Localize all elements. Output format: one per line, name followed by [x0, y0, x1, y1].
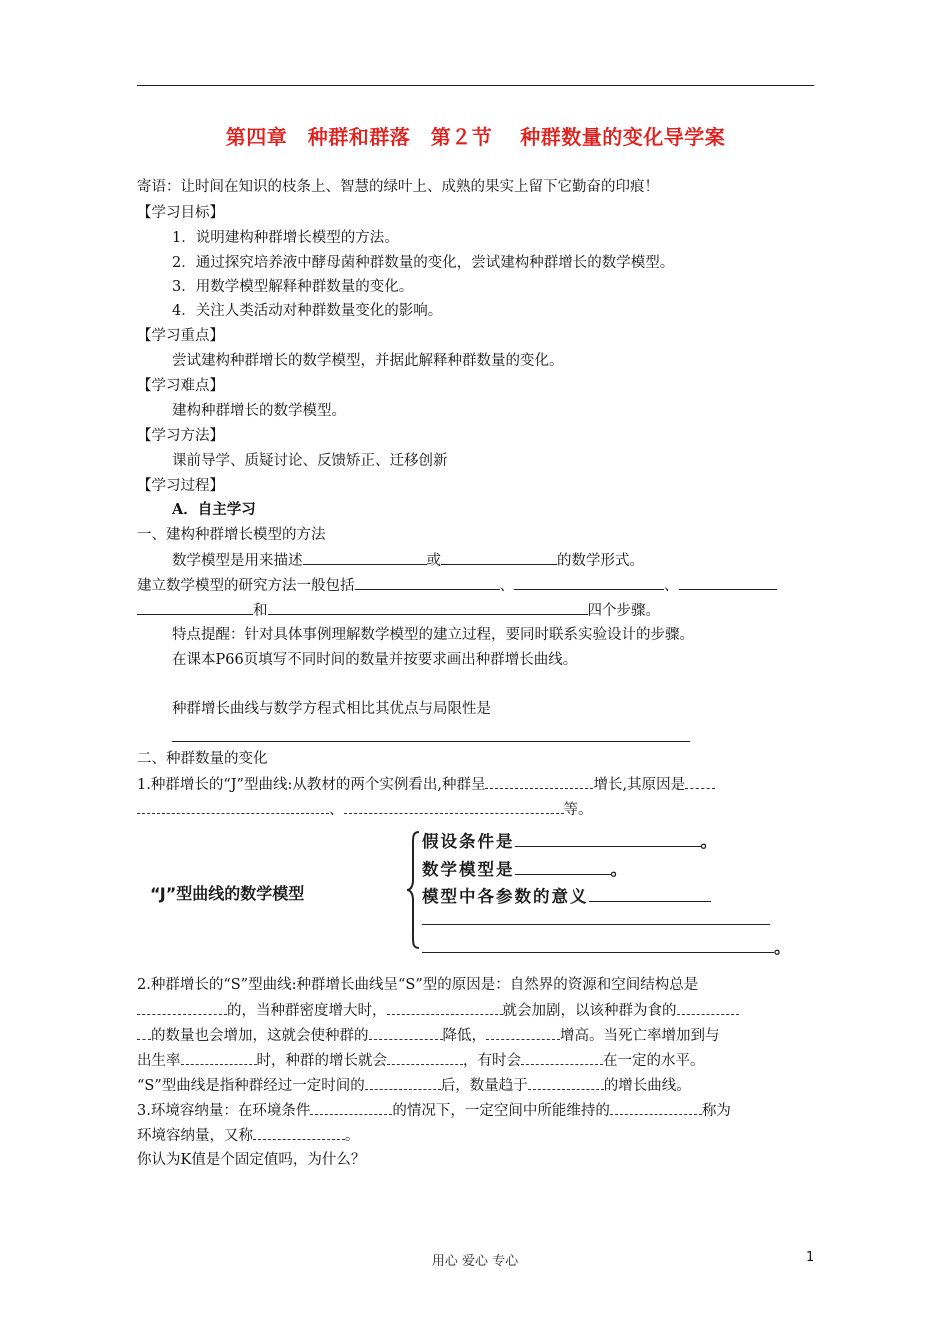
answer-line[interactable]	[172, 741, 690, 742]
tip-text: 特点提醒：针对具体事例理解数学模型的建立过程，要同时联系实验设计的步骤。	[172, 627, 694, 643]
blank-field[interactable]	[365, 1075, 441, 1090]
section-a-title: A．自主学习	[172, 501, 256, 518]
fill-line-method-steps: 建立数学模型的研究方法一般包括 、 、	[137, 575, 777, 596]
part1-title: 一、建构种群增长模型的方法	[137, 527, 326, 543]
goal-item: 4．关注人类活动对种群数量变化的影响。	[172, 303, 443, 319]
blank-field[interactable]	[528, 1075, 604, 1090]
j-model-assumption: 假设条件是 。	[422, 832, 719, 851]
part2-title: 二、种群数量的变化	[137, 751, 268, 767]
fill-line-s-curve-definition: “S”型曲线是指种群经过一定时间的 后，数量趋于 的增长曲线。	[137, 1075, 691, 1096]
fill-line-j-curve: 1.种群增长的“J”型曲线:从教材的两个实例看出,种群呈 增长,其原因是	[137, 774, 715, 795]
blank-field[interactable]	[515, 860, 611, 875]
s-curve-intro: 2.种群增长的“S”型曲线:种群增长曲线呈“S”型的原因是：自然界的资源和空间结构总是	[137, 977, 699, 993]
blank-field[interactable]	[137, 799, 329, 814]
blank-field[interactable]	[514, 575, 664, 590]
blank-field[interactable]	[387, 1000, 503, 1015]
blank-field[interactable]	[137, 1025, 151, 1040]
blank-field[interactable]	[137, 1000, 227, 1015]
blank-field[interactable]	[685, 774, 715, 789]
blank-field[interactable]	[422, 910, 770, 925]
goal-item: 1．说明建构种群增长模型的方法。	[172, 230, 399, 246]
fill-line-s-curve: 的，当种群密度增大时， 就会加剧，以该种群为食的	[137, 1000, 739, 1021]
j-model-equation: 数学模型是 。	[422, 860, 629, 879]
blank-field[interactable]	[515, 832, 701, 847]
blank-field[interactable]	[486, 1025, 560, 1040]
goal-item: 3．用数学模型解释种群数量的变化。	[172, 279, 414, 295]
fill-line-s-curve: 的数量也会增加，这就会使种群的 降低， 增高。当死亡率增加到与	[137, 1025, 720, 1046]
difficulty-header: 【学习难点】	[137, 378, 224, 394]
blank-field[interactable]	[344, 799, 564, 814]
goal-item: 2．通过探究培养液中酵母菌种群数量的变化，尝试建构种群增长的数学模型。	[172, 255, 675, 271]
page-title: 第四章 种群和群落 第２节 种群数量的变化导学案	[225, 125, 726, 149]
blank-field[interactable]	[387, 1050, 463, 1065]
key-text: 尝试建构种群增长的数学模型，并据此解释种群数量的变化。	[172, 353, 564, 369]
blank-field[interactable]	[521, 1050, 603, 1065]
blank-field[interactable]	[253, 1125, 345, 1140]
blank-field[interactable]	[268, 600, 588, 615]
j-curve-model-box	[150, 826, 793, 957]
difficulty-text: 建构种群增长的数学模型。	[172, 403, 346, 419]
fill-line-model-definition: 数学模型是用来描述 或 的数学形式。	[172, 550, 644, 571]
key-header: 【学习重点】	[137, 328, 224, 344]
blank-field[interactable]	[422, 938, 774, 953]
fill-line-s-curve: 出生率 时，种群的增长就会 ，有时会 在一定的水平。	[137, 1050, 705, 1071]
j-model-parameters-line2	[422, 910, 770, 929]
blank-field[interactable]	[181, 1050, 257, 1065]
blank-field[interactable]	[441, 550, 557, 565]
k-value-question: 你认为K值是个固定值吗，为什么？	[137, 1152, 366, 1168]
blank-field[interactable]	[610, 1100, 702, 1115]
header-rule	[137, 85, 814, 86]
blank-field[interactable]	[137, 600, 253, 615]
blank-field[interactable]	[355, 575, 500, 590]
process-header: 【学习过程】	[137, 478, 224, 494]
fill-line-carrying-capacity-cont: 环境容纳量，又称 。	[137, 1125, 360, 1146]
textbook-instruction: 在课本P66页填写不同时间的数量并按要求画出种群增长曲线。	[172, 652, 578, 668]
j-model-parameters-line3: 。	[422, 934, 793, 958]
page-footer: 用心 爱心 专心	[431, 1254, 519, 1269]
blank-field[interactable]	[679, 575, 777, 590]
blank-field[interactable]	[589, 887, 711, 902]
brace-icon	[406, 830, 420, 950]
blank-field[interactable]	[369, 1025, 443, 1040]
fill-line-carrying-capacity: 3.环境容纳量：在环境条件 的情况下，一定空间中所能维持的 称为	[137, 1100, 731, 1121]
j-model-label: “J”型曲线的数学模型	[150, 884, 305, 903]
fill-line-method-steps-cont: 和 四个步骤。	[137, 600, 660, 621]
page-number: 1	[806, 1250, 815, 1265]
fill-line-j-curve-cont: 、 等。	[137, 799, 593, 820]
method-text: 课前导学、质疑讨论、反馈矫正、迁移创新	[172, 453, 448, 469]
method-header: 【学习方法】	[137, 428, 224, 444]
pros-cons-question: 种群增长曲线与数学方程式相比其优点与局限性是	[172, 701, 491, 717]
blank-field[interactable]	[310, 1100, 392, 1115]
blank-field[interactable]	[303, 550, 427, 565]
goals-header: 【学习目标】	[137, 205, 224, 221]
blank-field[interactable]	[677, 1000, 739, 1015]
blank-field[interactable]	[485, 774, 593, 789]
j-model-parameters: 模型中各参数的意义	[422, 883, 711, 907]
motto: 寄语：让时间在知识的枝条上、智慧的绿叶上、成熟的果实上留下它勤奋的印痕！	[137, 179, 659, 195]
